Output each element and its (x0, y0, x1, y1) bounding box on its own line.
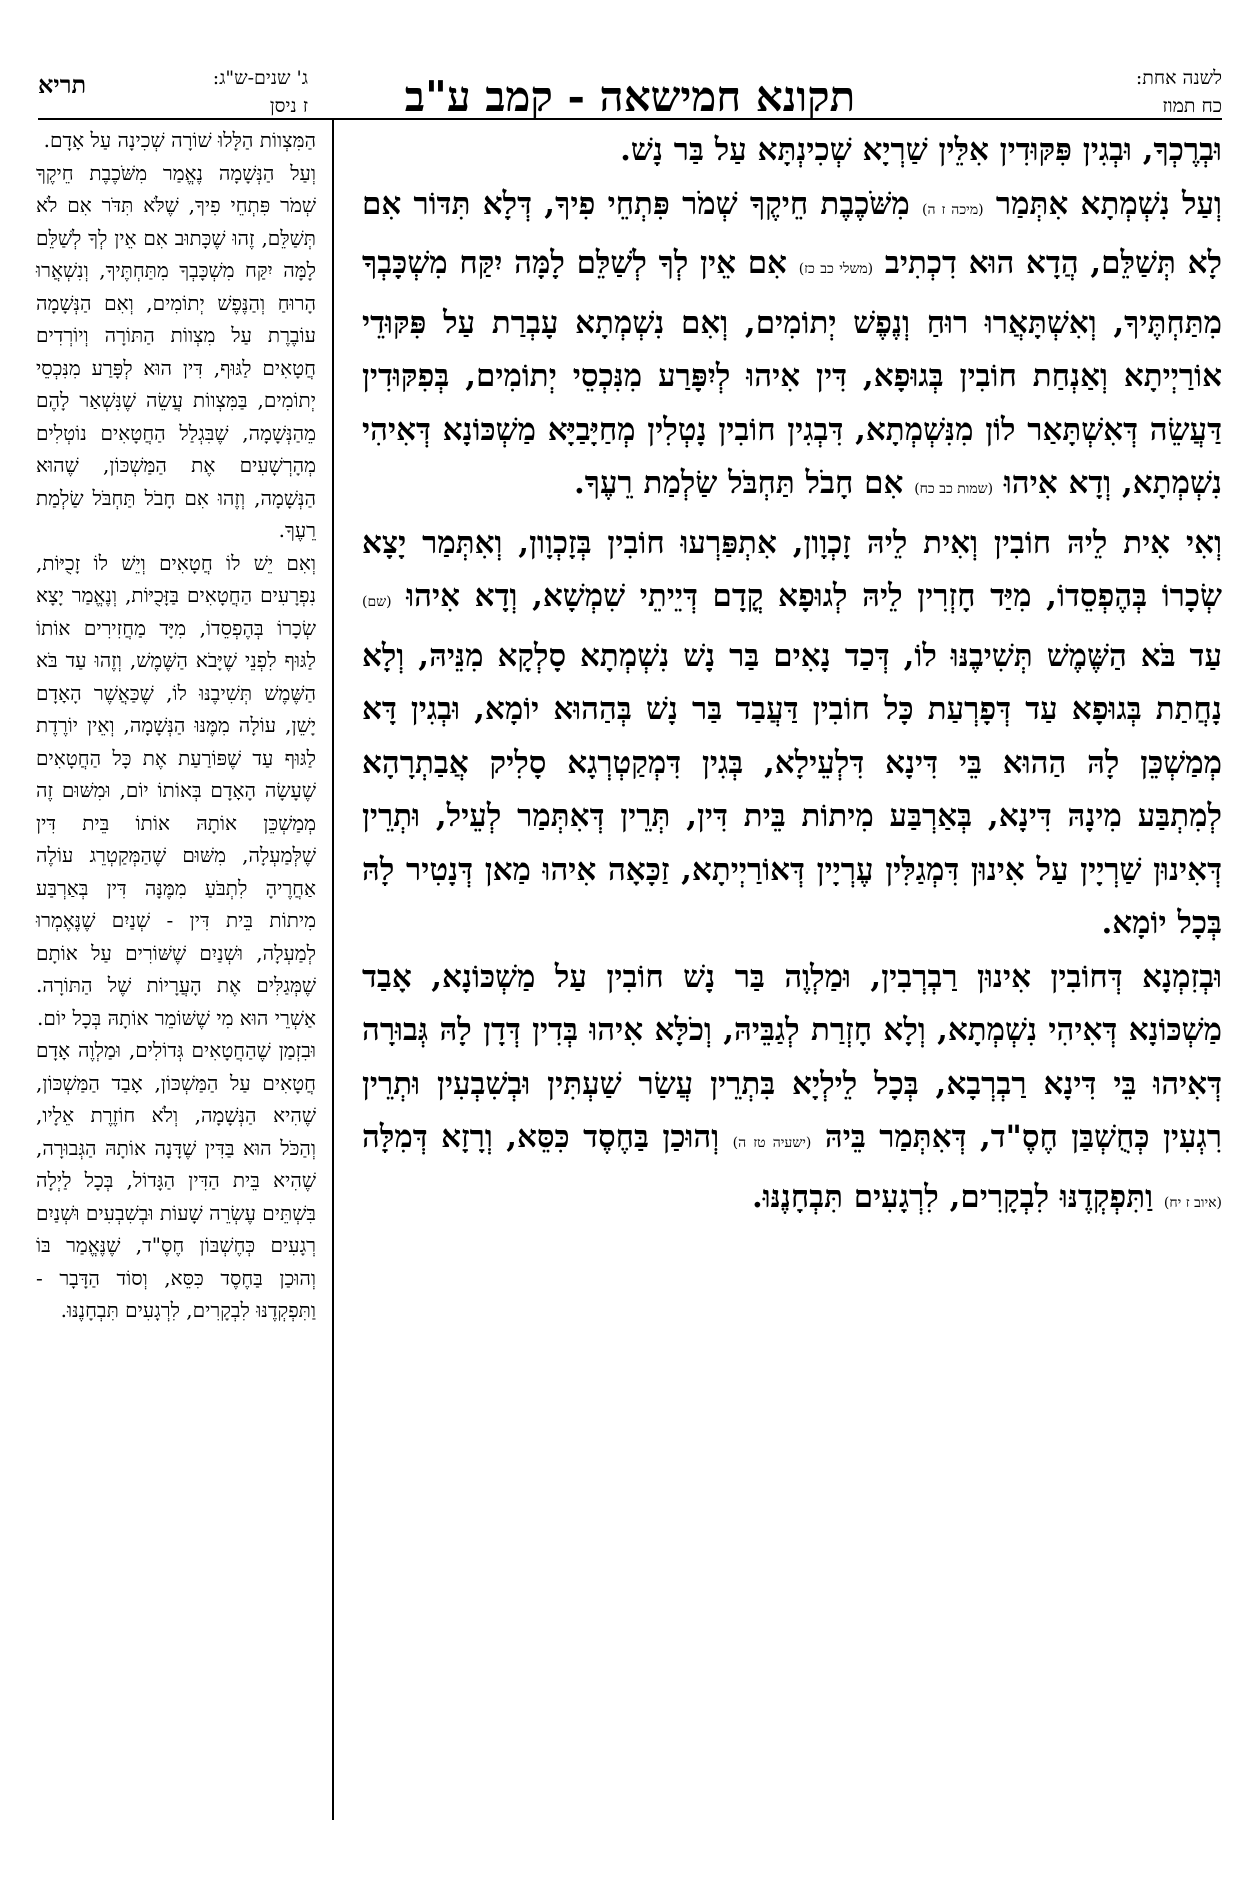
main-text: וְעַל נִשְׁמְתָא אִתְּמַר (995, 185, 1222, 222)
main-text: וַתִּפְקְדֶנּוּ לִבְקָרִים, לִרְגָעִים תִּבְחָנֶנּוּ. (751, 1178, 1154, 1215)
main-text-column (362, 124, 1222, 1804)
verse-reference: (איוב ז יח) (1163, 1194, 1222, 1211)
verse-reference: (שם) (362, 594, 392, 610)
main-text: וּבְזִמְנָא דְּחוֹבִין אִינוּן רַבְרְבִין, וּמַלְוֶה בַּר נָשׁ חוֹבִין עַל מַשְׁכּוֹנָא, אָבַד מַשְׁכּוֹנָא דְּאִיהִי נִשְׁמְתָא, וְלָא חָזְרַת לְגַבֵּיהּ, וְכֹלָּא אִיהוּ בְּדִין דְּדָן לָהּ גְּבוּרָה דְּאִיהוּ בֵּי דִּינָא רַבְרְבָא, בְּכָל לֵילְיָא בִּתְרֵין עֲשַׂר שַׁעְתִּין וּבְשִׁבְעִין וּתְרֵין רִגְעִין כְּחֻשְׁבַּן חֶסֶ"ד, דְּאִתְּמַר בֵּיהּ (362, 958, 1223, 1155)
translation-paragraph: הַמִּצְווֹת הַלָּלוּ שׁוֹרָה שְׁכִינָה עַל אָדָם. (43, 128, 316, 152)
page-number: תריא (38, 70, 87, 99)
main-text: וּבְרֶכְךָ, וּבְגִין פִּקּוּדִין אִלֵּין שַׁרְיָא שְׁכִינְתָּא עַל בַּר נָשׁ. (620, 132, 1222, 168)
schedule-label: ג' שנים-ש"ג: (212, 67, 308, 89)
verse-reference: (שמות כב כח) (914, 481, 994, 497)
translation-paragraph: וְעַל הַנְּשָׁמָה נֶאֱמַר מִשֹּׁכֶבֶת חֵיקֶךָ שְׁמֹר פִּתְחֵי פִיךָ, שֶׁלֹּא תִּדֹּר אִם לֹא תְּשַׁלֵּם, זֶהוּ שֶׁכָּתוּב אִם אֵין לְךָ לְשַׁלֵּם לָמָּה יִקַּח מִשְׁכָּבְךָ מִתַּחְתֶּיךָ, וְנִשְׁאֲרוּ הָרוּחַ וְהַנֶּפֶשׁ יְתוֹמִים, וְאִם הַנְּשָׁמָה עוֹבֶרֶת עַל מִצְווֹת הַתּוֹרָה וְיוֹרְדִים חֲטָאִים לַגּוּף, דִּין הוּא לְפָּרַע מִנִּכְסֵי יְתוֹמִים, בַּמִּצְווֹת עֲשֵׂה שֶׁנִּשְׁאַר לָהֶם מֵהַנְּשָׁמָה, שֶׁבִּגְלַל הַחֲטָאִים נוֹטְלִים מְהָרְשָׁעִים אֶת הַמַּשְׁכּוֹן, שֶׁהוּא הַנְּשָׁמָה, וְזֶהוּ אִם חָבֹל תַּחְבֹּל שַׂלְמַת רֵעֶךָ. (36, 160, 316, 542)
page-title: תקונא חמישאה - קמב ע"ב (404, 72, 856, 121)
main-paragraph (362, 517, 1222, 951)
main-text: אִם חָבֹל תַּחְבֹּל שַׂלְמַת רֵעֶךָ. (573, 465, 904, 501)
main-text: וְהוּכַן בַּחֶסֶד כִּסֵּא, וְרָזָא דְּמִלָּה (362, 1119, 720, 1155)
main-paragraph (362, 951, 1222, 1231)
main-text: עַד בֹּא הַשֶּׁמֶשׁ תְּשִׁיבֶנּוּ לוֹ, דְּכַד נָאִים בַּר נָשׁ נִשְׁמְתָא סָלְקָא מִנֵּיהּ, וְלָא נָחֲתַת בְּגוּפָא עַד דְּפָרְעַת כָּל חוֹבִין דַּעֲבַד בַּר נָשׁ בְּהַהוּא יוֹמָא, וּבְגִין דָּא מְמַשְׁכֵּן לָהּ הַהוּא בֵּי דִּינָא דִּלְעֵילָא, בְּגִין דִּמְקַטְרְגָא סָלִיק אֲבַתְרָהָא לְמִתְבַּע מִינָהּ דִּינָא, בְּאַרְבַּע מִיתוֹת בֵּית דִּין, תְּרֵין דְּאִתְּמַר לְעֵיל, וּתְרֵין דְּאִינוּן שַׁרְיָין עַל אִינוּן דִּמְגַלִּין עֶרְיָין דְּאוֹרַיְיתָא, זַכָּאָה אִיהוּ מַאן דְּנָטִיר לָהּ בְּכָל יוֹמָא. (362, 637, 1222, 941)
schedule-label: לשנה אחת: (1135, 67, 1222, 89)
header-divider (38, 118, 1222, 120)
translation-paragraph: וְאִם יֵשׁ לוֹ חֲטָאִים וְיֵשׁ לוֹ זָכֻיּוֹת, נִפְרָעִים הַחֲטָאִים בַּזָּכֻיּוֹת, וְנֶאֱמַר יָצָא שְׂכָרוֹ בְּהֶפְסֵדוֹ, מִיָּד מַחֲזִירִים אוֹתוֹ לַגּוּף לִפְנֵי שֶׁיָּבֹא הַשֶּׁמֶשׁ, וְזֶהוּ עַד בֹּא הַשֶּׁמֶשׁ תְּשִׁיבֶנּוּ לוֹ, שֶׁכַּאֲשֶׁר הָאָדָם יָשֵׁן, עוֹלָה מִמֶּנּוּ הַנְּשָׁמָה, וְאֵין יוֹרֶדֶת לַגּוּף עַד שֶׁפּוֹרַעַת אֶת כָּל הַחֲטָאִים שֶׁעָשָׂה הָאָדָם בְּאוֹתוֹ יוֹם, וּמִשּׁוּם זֶה מְמַשְׁכֵּן אוֹתָהּ אוֹתוֹ בֵּית דִּין שֶׁלְּמַעְלָה, מִשּׁוּם שֶׁהַמְּקַטְרֵג עוֹלֶה אַחֲרֶיהָ לִתְבֹּעַ מִמֶּנָּה דִּין בְּאַרְבַּע מִיתוֹת בֵּית דִּין - שְׁנַיִם שֶׁנֶּאֶמְרוּ לְמַעְלָה, וּשְׁנַיִם שֶׁשּׁוֹרִים עַל אוֹתָם שֶׁמְּגַלִּים אֶת הָעֲרָיוֹת שֶׁל הַתּוֹרָה. אַשְׁרֵי הוּא מִי שֶׁשּׁוֹמֵר אוֹתָהּ בְּכָל יוֹם. (36, 550, 316, 1030)
verse-reference: (מיכה ז ה) (922, 201, 984, 218)
verse-reference: (משלי כב כז) (798, 261, 874, 277)
translation-column (36, 124, 316, 1804)
main-text: וְאִי אִית לֵיהּ חוֹבִין וְאִית לֵיהּ זָכְוָון, אִתְפַּרְעוּ חוֹבִין בְּזָכְוָון, וְאִתְּמַר יָצָא שְׂכָרוֹ בְּהֶפְסֵדוֹ, מִיַּד חָזְרִין לֵיהּ לְגוּפָא קֳדָם דְּיֵיתֵי שִׁמְשָׁא, וְדָא אִיהוּ (362, 524, 1223, 614)
translation-paragraph: וּבִזְמַן שֶׁהַחֲטָאִים גְּדוֹלִים, וּמַלְוֶה אָדָם חֲטָאִים עַל הַמַּשְׁכּוֹן, אָבַד הַמַּשְׁכּוֹן, שֶׁהִיא הַנְּשָׁמָה, וְלֹא חוֹזֶרֶת אֵלָיו, וְהַכֹּל הוּא בַּדִּין שֶׁדָּנָה אוֹתָהּ הַגְּבוּרָה, שֶׁהִיא בֵּית הַדִּין הַגָּדוֹל, בְּכָל לַיְלָה בִּשְׁתֵּים עֶשְׂרֵה שָׁעוֹת וּבְשִׁבְעִים וּשְׁנַיִם רְגָעִים כְּחֶשְׁבּוֹן חֶסֶ"ד, שֶׁנֶּאֱמַר בּוֹ וְהוּכַן בַּחֶסֶד כִּסֵּא, וְסוֹד הַדָּבָר - וַתִּפְקְדֶנּוּ לִבְקָרִים, לִרְגָעִים תִּבְחָנֶנּוּ. (36, 1038, 316, 1322)
main-text: מִשֹּׁכֶבֶת חֵיקֶךָ שְׁמֹר פִּתְחֵי פִיךָ, דְּלָא תִּדּוֹר אִם לָא תְּשַׁלֵּם, הֲדָא הוּא דִכְתִיב (362, 185, 1223, 281)
column-divider (332, 120, 334, 1820)
schedule-date: כח תמוז (1162, 95, 1222, 117)
schedule-date: ז ניסן (269, 95, 308, 117)
study-schedule-one-year (1042, 64, 1222, 120)
main-paragraph (362, 124, 1222, 178)
main-text: אִם אֵין לְךָ לְשַׁלֵּם לָמָּה יִקַּח מִשְׁכָּבְךָ מִתַּחְתֶּיךָ, וְאִשְׁתָּאֲרוּ רוּחַ וְנֶפֶשׁ יְתוֹמִים, וְאִם נִשְׁמְתָא עָבְרַת עַל פִּקּוּדֵי אוֹרַיְיתָא וְאַנְחַת חוֹבִין בְּגוּפָא, דִּין אִיהוּ לְיִפָּרַע מִנִּכְסֵי יְתוֹמִים, בְּפִקּוּדִין דַּעֲשֵׂה דְּאִשְׁתָּאַר לוֹן מִנִּשְׁמְתָא, דִּבְגִין חוֹבִין נָטְלִין מְחַיָּבַיָּא מַשְׁכּוֹנָא דְּאִיהִי נִשְׁמְתָא, וְדָא אִיהוּ (362, 245, 1222, 501)
study-schedule-three-years (148, 64, 308, 120)
main-paragraph (362, 178, 1222, 517)
verse-reference: (ישעיה טז ה) (732, 1135, 812, 1151)
